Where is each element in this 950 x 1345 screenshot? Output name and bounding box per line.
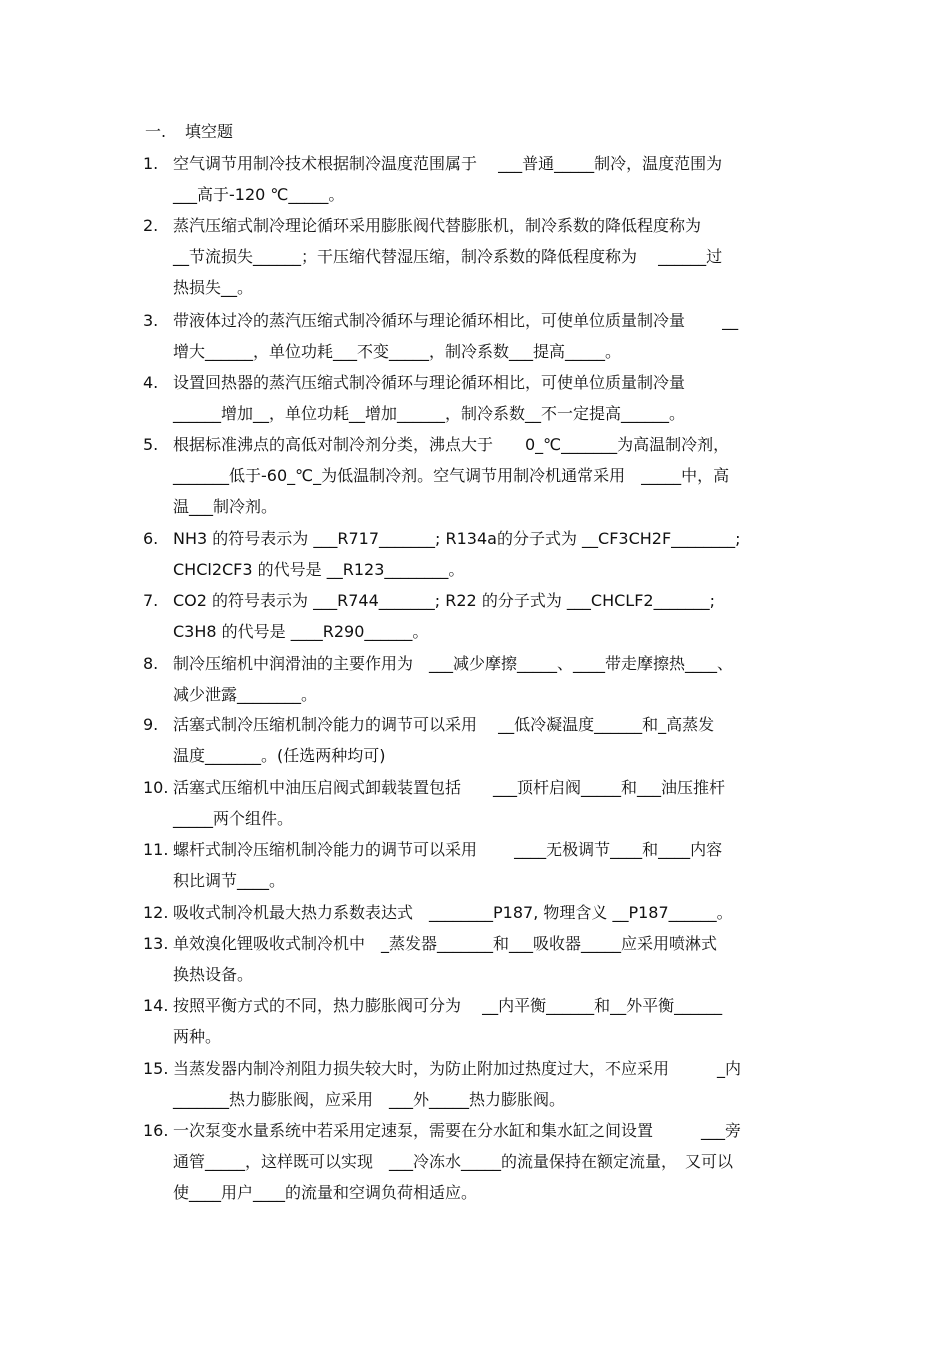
question-line: 根据标准沸点的高低对制冷剂分类，沸点大于 0_℃_______为高温制冷剂，	[173, 435, 730, 454]
question-text	[173, 1053, 813, 1115]
question-line: 活塞式压缩机中油压启阀式卸载装置包括 ___顶杆启阀_____和___油压推杆	[173, 778, 726, 797]
question-line: 积比调节____。	[173, 871, 286, 890]
question-number: 15.	[143, 1059, 169, 1078]
section-number: 一.	[145, 122, 167, 141]
question-line: 单效溴化锂吸收式制冷机中 _蒸发器_______和___吸收器_____应采用喷淋式	[173, 934, 718, 953]
question-line: 空气调节用制冷技术根据制冷温度范围属于 ___普通_____制冷，温度范围为	[173, 154, 723, 173]
question-line: 减少泄露________。	[173, 685, 318, 704]
question-text	[173, 990, 813, 1052]
question-line: 温___制冷剂。	[173, 497, 278, 516]
question-number: 9.	[143, 715, 159, 734]
question-line: 两种。	[173, 1027, 222, 1046]
question-number: 3.	[143, 311, 159, 330]
question-text	[173, 367, 813, 429]
question-number: 16.	[143, 1121, 169, 1140]
question-line: 增大______，单位功耗___不变_____，制冷系数___提高_____。	[173, 342, 622, 361]
question-text	[173, 897, 813, 928]
question-line: 使____用户____的流量和空调负荷相适应。	[173, 1183, 478, 1202]
question-text	[173, 709, 813, 771]
question-text	[173, 523, 813, 585]
question-text	[173, 429, 813, 522]
question-line: 当蒸发器内制冷剂阻力损失较大时，为防止附加过热度过大，不应采用 _内	[173, 1059, 742, 1078]
question-line: 吸收式制冷机最大热力系数表达式 ________P187, 物理含义 __P187______。	[173, 903, 733, 922]
question-number: 7.	[143, 591, 159, 610]
question-text	[173, 305, 813, 367]
question-number: 12.	[143, 903, 169, 922]
question-line: C3H8 的代号是 ____R290______。	[173, 622, 429, 641]
question-number: 5.	[143, 435, 159, 454]
section-title: 填空题	[185, 122, 234, 141]
question-line: CHCl2CF3 的代号是 __R123________。	[173, 560, 465, 579]
question-number: 6.	[143, 529, 159, 548]
question-text	[173, 1115, 813, 1208]
question-line: 带液体过冷的蒸汽压缩式制冷循环与理论循环相比，可使单位质量制冷量 __	[173, 311, 739, 330]
question-line: 螺杆式制冷压缩机制冷能力的调节可以采用 ____无极调节____和____内容	[173, 840, 723, 859]
question-text	[173, 772, 813, 834]
question-line: 蒸汽压缩式制冷理论循环采用膨胀阀代替膨胀机，制冷系数的降低程度称为	[173, 216, 702, 235]
question-text	[173, 585, 813, 647]
question-line: _____两个组件。	[173, 809, 294, 828]
question-number: 2.	[143, 216, 159, 235]
question-line: NH3 的符号表示为 ___R717_______; R134a的分子式为 __CF3CH2F________;	[173, 529, 741, 548]
question-line: CO2 的符号表示为 ___R744_______; R22 的分子式为 ___CHCLF2_______;	[173, 591, 715, 610]
question-line: 换热设备。	[173, 965, 254, 984]
question-line: 设置回热器的蒸汽压缩式制冷循环与理论循环相比，可使单位质量制冷量	[173, 373, 686, 392]
question-line: ___高于-120 ℃_____。	[173, 185, 345, 204]
question-number: 1.	[143, 154, 159, 173]
question-line: _______低于-60_℃_为低温制冷剂。空气调节用制冷机通常采用 _____中，高	[173, 466, 730, 485]
question-number: 8.	[143, 654, 159, 673]
question-line: _______热力膨胀阀，应采用 ___外_____热力膨胀阀。	[173, 1090, 566, 1109]
question-text	[173, 148, 813, 210]
section-heading	[145, 120, 233, 144]
question-text	[173, 210, 813, 303]
question-number: 11.	[143, 840, 169, 859]
question-number: 4.	[143, 373, 159, 392]
question-number: 14.	[143, 996, 169, 1015]
question-line: 制冷压缩机中润滑油的主要作用为 ___减少摩擦_____、____带走摩擦热____、	[173, 654, 734, 673]
question-line: 一次泵变水量系统中若采用定速泵，需要在分水缸和集水缸之间设置 ___旁	[173, 1121, 742, 1140]
question-line: 热损失__。	[173, 278, 254, 297]
question-line: ______增加__，单位功耗__增加______，制冷系数__不一定提高______。	[173, 404, 686, 423]
question-text	[173, 834, 813, 896]
question-line: 按照平衡方式的不同，热力膨胀阀可分为 __内平衡______和__外平衡______	[173, 996, 723, 1015]
question-text	[173, 928, 813, 990]
question-line: 活塞式制冷压缩机制冷能力的调节可以采用 __低冷凝温度______和_高蒸发	[173, 715, 715, 734]
question-number: 10.	[143, 778, 169, 797]
question-text	[173, 648, 813, 710]
question-line: 温度_______。(任选两种均可)	[173, 746, 386, 765]
question-line: __节流损失______；干压缩代替湿压缩，制冷系数的降低程度称为 ______过	[173, 247, 723, 266]
question-line: 通管_____，这样既可以实现 ___冷冻水_____的流量保持在额定流量， 又可以	[173, 1152, 734, 1171]
question-number: 13.	[143, 934, 169, 953]
